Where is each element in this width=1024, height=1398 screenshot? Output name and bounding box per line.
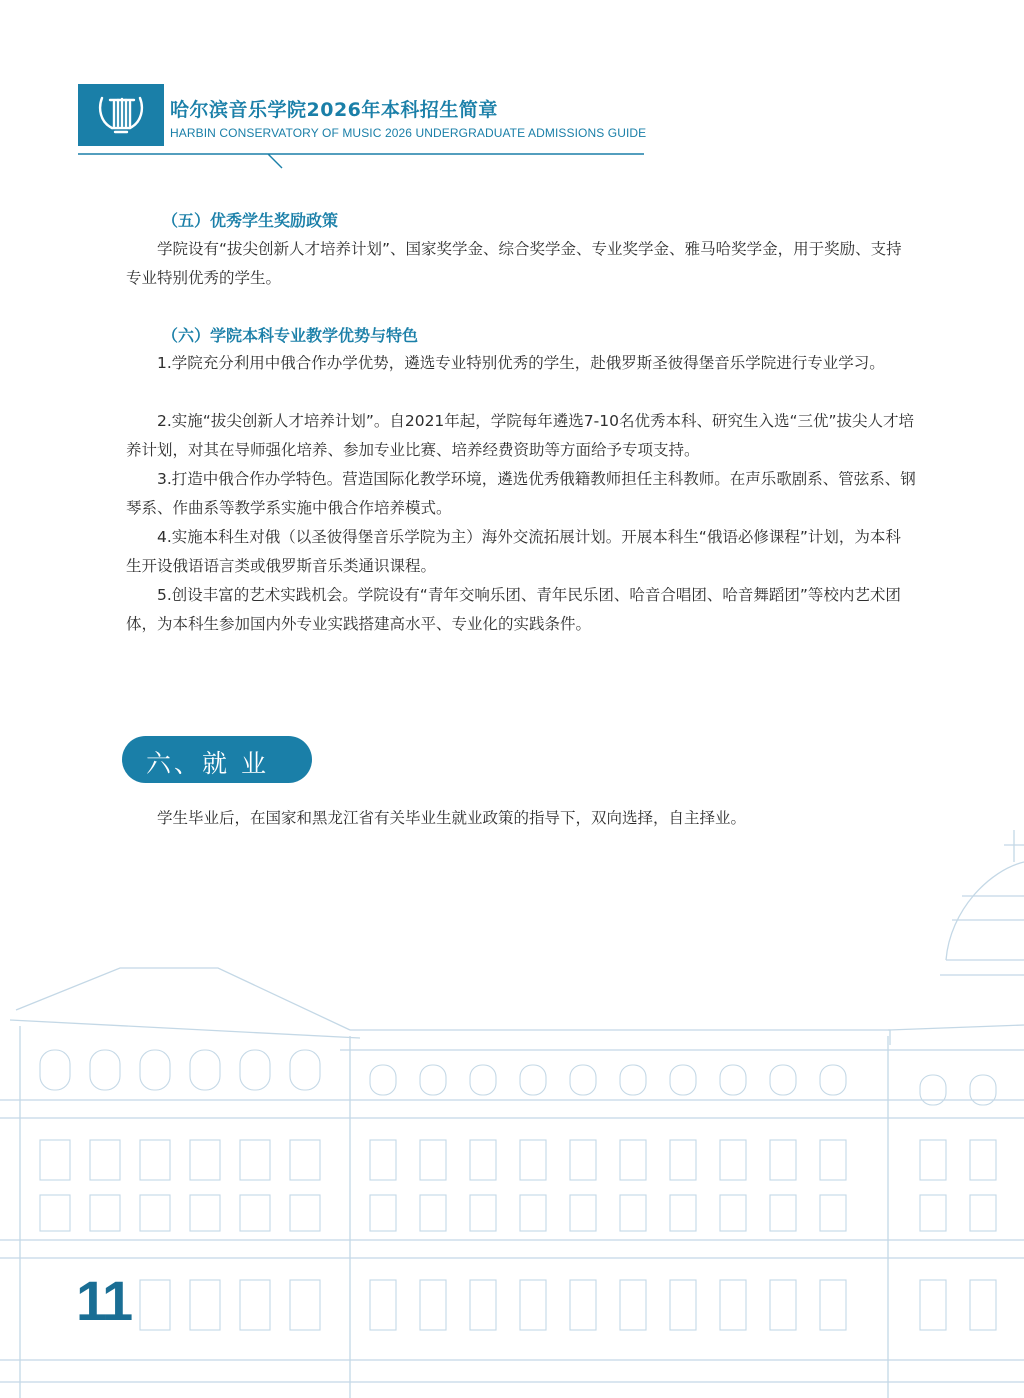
- chapter-title: 六、就 业: [146, 749, 269, 778]
- guide-title: 哈尔滨音乐学院2026年本科招生简章: [170, 99, 498, 121]
- page-number: 11: [76, 1269, 132, 1332]
- section-heading-scholarship: （五）优秀学生奖励政策: [162, 211, 339, 230]
- page-header: [0, 0, 1024, 180]
- advantage-item: 2.实施“拔尖创新人才培养计划”。自2021年起，学院每年遴选7-10名优秀本科、研究生入选“三优”拔尖人才培养计划，对其在导师强化培养、参加专业比赛、培养经费资助等方面给予专项支持。: [126, 412, 915, 459]
- advantage-item: 5.创设丰富的艺术实践机会。学院设有“青年交响乐团、青年民乐团、哈音合唱团、哈音舞蹈团”等校内艺术团体，为本科生参加国内外专业实践搭建高水平、专业化的实践条件。: [126, 586, 901, 633]
- lyre-icon: [96, 92, 146, 138]
- guide-subtitle: HARBIN CONSERVATORY OF MUSIC 2026 UNDERGRADUATE ADMISSIONS GUIDE: [170, 126, 647, 140]
- advantage-item: 3.打造中俄合作办学特色。营造国际化教学环境，遴选优秀俄籍教师担任主科教师。在声乐歌剧系、管弦系、钢琴系、作曲系等教学系实施中俄合作培养模式。: [126, 470, 916, 517]
- advantage-item: 4.实施本科生对俄（以圣彼得堡音乐学院为主）海外交流拓展计划。开展本科生“俄语必修课程”计划，为本科生开设俄语语言类或俄罗斯音乐类通识课程。: [126, 528, 901, 575]
- employment-paragraph: 学生毕业后，在国家和黑龙江省有关毕业生就业政策的指导下，双向选择，自主择业。: [157, 809, 747, 827]
- advantage-item: 1.学院充分利用中俄合作办学优势，遴选专业特别优秀的学生，赴俄罗斯圣彼得堡音乐学院进行专业学习。: [157, 354, 885, 372]
- scholarship-paragraph: 学院设有“拔尖创新人才培养计划”、国家奖学金、综合奖学金、专业奖学金、雅马哈奖学金，用于奖励、支持专业特别优秀的学生。: [126, 240, 902, 287]
- chapter-heading-employment: [122, 736, 312, 783]
- building-illustration: [0, 800, 1024, 1398]
- college-logo: [78, 84, 164, 146]
- section-heading-advantages: （六）学院本科专业教学优势与特色: [162, 326, 419, 345]
- header-divider: [0, 140, 660, 174]
